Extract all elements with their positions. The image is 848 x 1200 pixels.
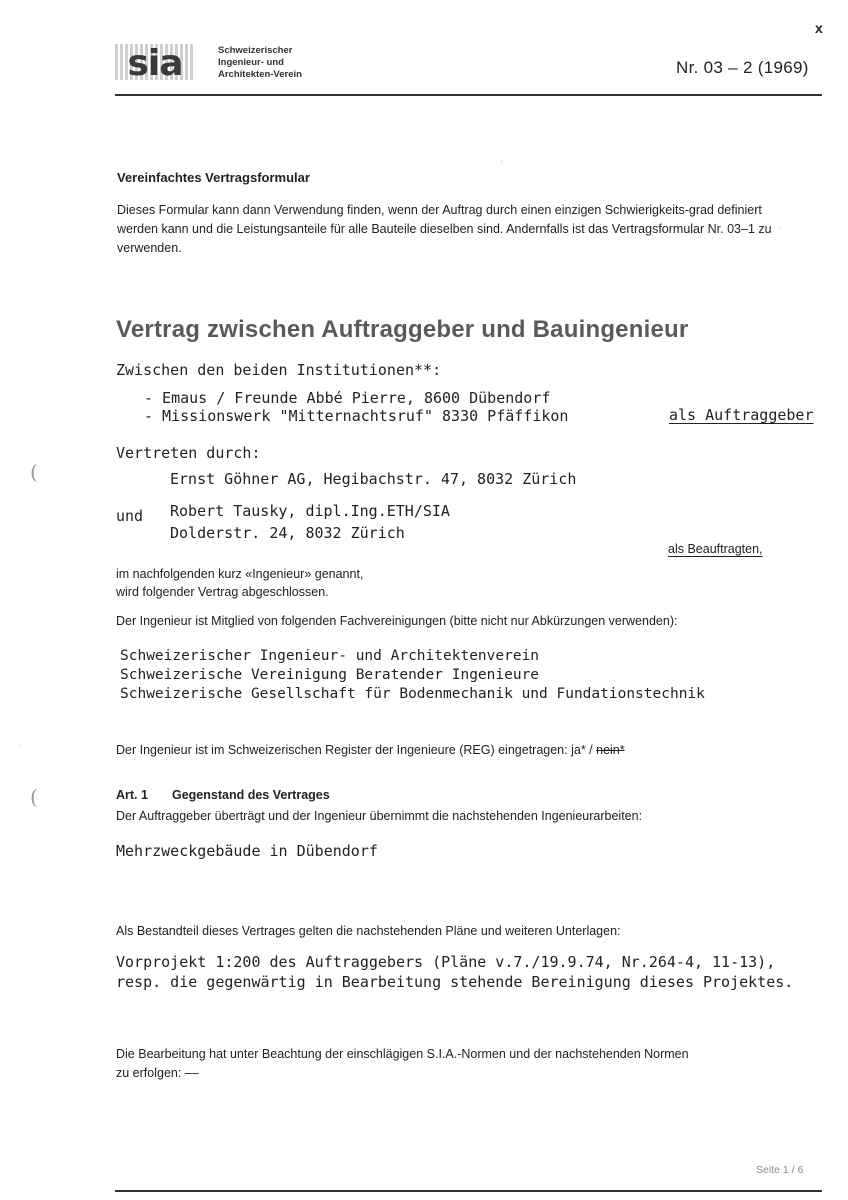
and-word: und [116, 507, 144, 525]
association-line: Schweizerischer [218, 45, 293, 56]
membership-1: Schweizerischer Ingenieur- und Architektenverein [120, 648, 540, 664]
association-line: Ingenieur- und [218, 57, 284, 68]
representative: Ernst Göhner AG, Hegibachstr. 47, 8032 Zürich [170, 470, 577, 488]
named-line-1: im nachfolgenden kurz «Ingenieur» genannt, [116, 567, 364, 581]
named-line-2: wird folgender Vertrag abgeschlossen. [116, 585, 329, 599]
article-heading: Gegenstand des Vertrages [172, 788, 330, 802]
contract-title: Vertrag zwischen Auftraggeber und Bauingenieur [116, 316, 689, 343]
docs-label: Als Bestandteil dieses Vertrages gelten die nachstehenden Pläne und weiteren Unterlagen: [116, 924, 621, 938]
register-label: Der Ingenieur ist im Schweizerischen Register der Ingenieure (REG) eingetragen: [116, 743, 568, 757]
norms-line-1: Die Bearbeitung hat unter Beachtung der einschlägigen S.I.A.-Normen und der nachstehenden Normen [116, 1047, 689, 1061]
membership-2: Schweizerische Vereinigung Beratender Ingenieure [120, 667, 540, 683]
member-label: Der Ingenieur ist Mitglied von folgenden Fachvereinigungen (bitte nicht nur Abkürzungen verwenden): [116, 614, 678, 628]
corner-mark: x [815, 20, 823, 36]
association-line: Architekten-Verein [218, 69, 302, 80]
article-text: Der Auftraggeber überträgt und der Ingenieur übernimmt die nachstehenden Ingenieurarbeiten: [116, 809, 643, 823]
document-number: Nr. 03 – 2 (1969) [676, 58, 809, 77]
register-no: nein* [596, 743, 625, 757]
punch-hole-mark: ( [30, 785, 38, 809]
footer-rule [115, 1190, 822, 1192]
association-name [218, 45, 302, 81]
register-line [116, 743, 625, 757]
register-yes: ja* / [571, 743, 593, 757]
client-2: - Missionswerk "Mitternachtsruf" 8330 Pfäffikon [144, 407, 569, 425]
norms-line-2: zu erfolgen: –– [116, 1066, 199, 1080]
between-label: Zwischen den beiden Institutionen**: [116, 361, 442, 379]
page-number: Seite 1 / 6 [756, 1164, 804, 1176]
engineer-line-2: Dolderstr. 24, 8032 Zürich [170, 524, 405, 542]
represented-label: Vertreten durch: [116, 444, 261, 462]
form-intro: Dieses Formular kann dann Verwendung finden, wenn der Auftrag durch einen einzigen Schwierigkeits-grad definiert werden kann und die Leistungsanteile für alle Bauteile dieselben sind. Andernfalls ist das Vertragsformular Nr. 03–1 zu verwenden. [117, 203, 772, 255]
docs-line-2: resp. die gegenwärtig in Bearbeitung stehende Bereinigung dieses Projektes. [116, 973, 794, 991]
scan-speck: · [18, 740, 21, 750]
engineer-role: als Beauftragten, [668, 542, 763, 556]
sia-logo [115, 42, 195, 82]
svg-text:sia: sia [127, 43, 183, 82]
client-role: als Auftraggeber [669, 406, 814, 424]
header-rule [115, 94, 822, 96]
contract-object: Mehrzweckgebäude in Dübendorf [116, 842, 378, 860]
engineer-line-1: Robert Tausky, dipl.Ing.ETH/SIA [170, 502, 450, 520]
punch-hole-mark: ( [30, 460, 38, 484]
form-subtitle: Vereinfachtes Vertragsformular [117, 170, 310, 185]
scan-speck: · [500, 156, 503, 166]
client-1: - Emaus / Freunde Abbé Pierre, 8600 Dübendorf [144, 389, 551, 407]
docs-line-1: Vorprojekt 1:200 des Auftraggebers (Pläne v.7./19.9.74, Nr.264-4, 11-13), [116, 953, 776, 971]
article-number: Art. 1 [116, 788, 148, 802]
scan-speck: · [778, 222, 781, 232]
membership-3: Schweizerische Gesellschaft für Bodenmechanik und Fundationstechnik [120, 686, 705, 702]
